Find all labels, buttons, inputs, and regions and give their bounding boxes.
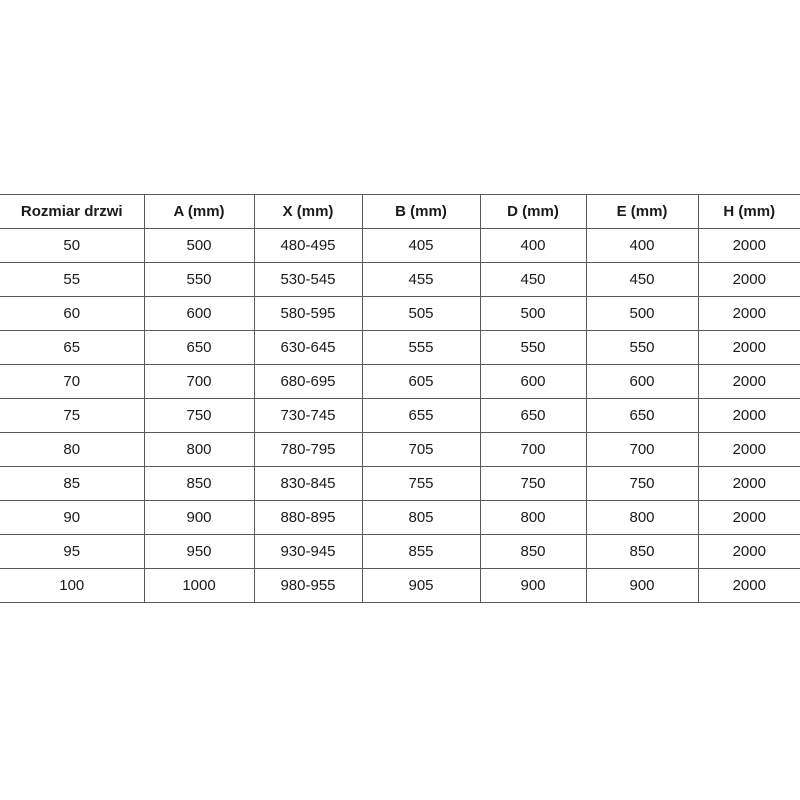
a-cell: 550 — [144, 263, 254, 297]
b-cell: 505 — [362, 297, 480, 331]
x-cell: 980-955 — [254, 569, 362, 603]
column-header-x: X (mm) — [254, 195, 362, 229]
a-cell: 700 — [144, 365, 254, 399]
door-size-cell: 100 — [0, 569, 144, 603]
door-size-cell: 60 — [0, 297, 144, 331]
dimensions-table-container — [0, 194, 800, 603]
d-cell: 500 — [480, 297, 586, 331]
x-cell: 680-695 — [254, 365, 362, 399]
b-cell: 755 — [362, 467, 480, 501]
x-cell: 930-945 — [254, 535, 362, 569]
door-size-cell: 85 — [0, 467, 144, 501]
a-cell: 850 — [144, 467, 254, 501]
e-cell: 750 — [586, 467, 698, 501]
h-cell: 2000 — [698, 399, 800, 433]
d-cell: 550 — [480, 331, 586, 365]
table-body — [0, 229, 800, 603]
d-cell: 900 — [480, 569, 586, 603]
h-cell: 2000 — [698, 569, 800, 603]
x-cell: 630-645 — [254, 331, 362, 365]
door-size-cell: 95 — [0, 535, 144, 569]
b-cell: 705 — [362, 433, 480, 467]
d-cell: 700 — [480, 433, 586, 467]
b-cell: 555 — [362, 331, 480, 365]
h-cell: 2000 — [698, 297, 800, 331]
door-size-cell: 65 — [0, 331, 144, 365]
d-cell: 850 — [480, 535, 586, 569]
column-header-h: H (mm) — [698, 195, 800, 229]
b-cell: 655 — [362, 399, 480, 433]
e-cell: 900 — [586, 569, 698, 603]
door-size-cell: 50 — [0, 229, 144, 263]
b-cell: 405 — [362, 229, 480, 263]
h-cell: 2000 — [698, 331, 800, 365]
column-header-e: E (mm) — [586, 195, 698, 229]
d-cell: 400 — [480, 229, 586, 263]
column-header-b: B (mm) — [362, 195, 480, 229]
column-header-d: D (mm) — [480, 195, 586, 229]
a-cell: 800 — [144, 433, 254, 467]
door-size-cell: 55 — [0, 263, 144, 297]
column-header-a: A (mm) — [144, 195, 254, 229]
x-cell: 480-495 — [254, 229, 362, 263]
a-cell: 900 — [144, 501, 254, 535]
b-cell: 605 — [362, 365, 480, 399]
column-header-door-size: Rozmiar drzwi — [0, 195, 144, 229]
e-cell: 650 — [586, 399, 698, 433]
a-cell: 650 — [144, 331, 254, 365]
table-row — [0, 229, 800, 263]
a-cell: 600 — [144, 297, 254, 331]
b-cell: 805 — [362, 501, 480, 535]
e-cell: 450 — [586, 263, 698, 297]
h-cell: 2000 — [698, 467, 800, 501]
x-cell: 830-845 — [254, 467, 362, 501]
e-cell: 700 — [586, 433, 698, 467]
e-cell: 400 — [586, 229, 698, 263]
h-cell: 2000 — [698, 263, 800, 297]
e-cell: 850 — [586, 535, 698, 569]
h-cell: 2000 — [698, 501, 800, 535]
table-row — [0, 501, 800, 535]
d-cell: 750 — [480, 467, 586, 501]
table-row — [0, 297, 800, 331]
d-cell: 450 — [480, 263, 586, 297]
a-cell: 750 — [144, 399, 254, 433]
x-cell: 880-895 — [254, 501, 362, 535]
b-cell: 455 — [362, 263, 480, 297]
dimensions-table — [0, 194, 800, 603]
door-size-cell: 80 — [0, 433, 144, 467]
table-row — [0, 569, 800, 603]
header-row — [0, 195, 800, 229]
table-row — [0, 331, 800, 365]
h-cell: 2000 — [698, 433, 800, 467]
table-row — [0, 535, 800, 569]
d-cell: 600 — [480, 365, 586, 399]
door-size-cell: 90 — [0, 501, 144, 535]
x-cell: 530-545 — [254, 263, 362, 297]
x-cell: 580-595 — [254, 297, 362, 331]
e-cell: 600 — [586, 365, 698, 399]
a-cell: 1000 — [144, 569, 254, 603]
e-cell: 500 — [586, 297, 698, 331]
h-cell: 2000 — [698, 535, 800, 569]
door-size-cell: 70 — [0, 365, 144, 399]
d-cell: 800 — [480, 501, 586, 535]
table-row — [0, 467, 800, 501]
table-row — [0, 399, 800, 433]
a-cell: 500 — [144, 229, 254, 263]
e-cell: 800 — [586, 501, 698, 535]
h-cell: 2000 — [698, 229, 800, 263]
d-cell: 650 — [480, 399, 586, 433]
door-size-cell: 75 — [0, 399, 144, 433]
x-cell: 730-745 — [254, 399, 362, 433]
e-cell: 550 — [586, 331, 698, 365]
table-row — [0, 263, 800, 297]
table-row — [0, 433, 800, 467]
b-cell: 855 — [362, 535, 480, 569]
a-cell: 950 — [144, 535, 254, 569]
x-cell: 780-795 — [254, 433, 362, 467]
h-cell: 2000 — [698, 365, 800, 399]
b-cell: 905 — [362, 569, 480, 603]
table-row — [0, 365, 800, 399]
